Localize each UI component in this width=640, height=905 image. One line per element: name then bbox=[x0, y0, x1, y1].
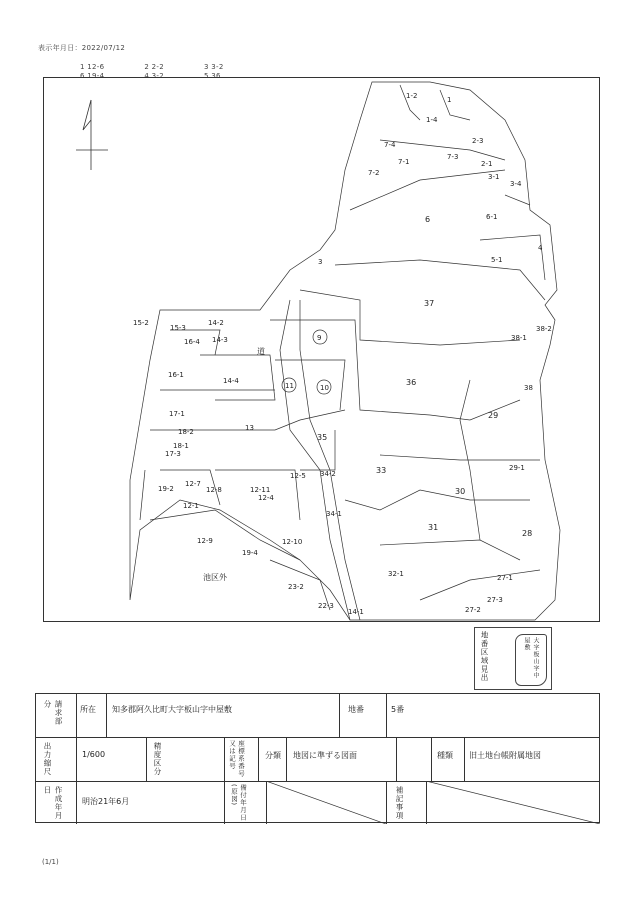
parcel-label: 12-10 bbox=[282, 538, 303, 546]
index-map-inset bbox=[474, 627, 552, 690]
inset-area bbox=[515, 634, 547, 686]
parcel-labels bbox=[133, 92, 552, 616]
precision-label: 精度区分 bbox=[153, 742, 162, 776]
parcel-label: 17-3 bbox=[165, 450, 181, 458]
parcel-label: 28 bbox=[522, 529, 533, 538]
lot-label: 地番 bbox=[348, 705, 364, 714]
sub-label: 備付年月日(原図) bbox=[230, 784, 247, 822]
parcel-label: 15-2 bbox=[133, 319, 149, 327]
parcel-label: 7-2 bbox=[368, 169, 380, 177]
page-indicator: (1/1) bbox=[42, 858, 59, 866]
parcel-label: 27-2 bbox=[465, 606, 481, 614]
parcel-label: 1 bbox=[447, 96, 452, 104]
type-value: 旧土地台帳附属地図 bbox=[469, 751, 541, 760]
parcel-label: 4 bbox=[538, 244, 543, 252]
parcel-label: 30 bbox=[455, 487, 466, 496]
parcel-label: 16-1 bbox=[168, 371, 184, 379]
made-label: 作成年月日 bbox=[43, 786, 63, 820]
parcel-label: 3-4 bbox=[510, 180, 522, 188]
scale-value: 1/600 bbox=[82, 750, 106, 759]
blank-diagonal bbox=[266, 781, 386, 824]
parcel-label: 5-1 bbox=[491, 256, 503, 264]
north-arrow-icon bbox=[76, 100, 108, 170]
parcel-label: 12-1 bbox=[183, 502, 199, 510]
parcel-label: 6-1 bbox=[486, 213, 498, 221]
parcel-label: 19-2 bbox=[158, 485, 174, 493]
parcel-label: 9 bbox=[317, 334, 322, 342]
type-label: 種類 bbox=[437, 751, 453, 760]
outside-area-label: 池区外 bbox=[203, 573, 227, 582]
parcel-label: 37 bbox=[424, 299, 435, 308]
parcel-label: 34-1 bbox=[326, 510, 342, 518]
legend-item: 6 19-4 bbox=[80, 72, 105, 80]
print-date: 表示年月日：2022/07/12 bbox=[38, 44, 126, 52]
parcel-label: 12-7 bbox=[185, 480, 201, 488]
scale-label: 出力縮尺 bbox=[43, 742, 52, 776]
parcel-label: 12-11 bbox=[250, 486, 271, 494]
parcel-label: 29-1 bbox=[509, 464, 525, 472]
inset-sublabel: 大字板山字中屋敷 bbox=[523, 637, 539, 679]
legend-item: 1 12-6 bbox=[80, 63, 105, 71]
parcel-label: 12-5 bbox=[290, 472, 306, 480]
parcel-label: 38 bbox=[524, 384, 533, 392]
class-label: 分類 bbox=[265, 751, 281, 760]
parcel-label: 14-4 bbox=[223, 377, 239, 385]
parcel-label: 18-2 bbox=[178, 428, 194, 436]
parcel-label: 27-3 bbox=[487, 596, 503, 604]
parcel-label: 17-1 bbox=[169, 410, 185, 418]
coord-label: 座標系番号又は記号 bbox=[228, 740, 245, 778]
parcel-label: 16-4 bbox=[184, 338, 200, 346]
parcel-label: 18-1 bbox=[173, 442, 189, 450]
parcel-label: 38-2 bbox=[536, 325, 552, 333]
parcel-label: 14-3 bbox=[212, 336, 228, 344]
parcel-label: 7-4 bbox=[384, 141, 396, 149]
parcel-label: 12-8 bbox=[206, 486, 222, 494]
parcel-label: 1-2 bbox=[406, 92, 418, 100]
parcel-label: 34-2 bbox=[320, 470, 336, 478]
lot-value: 5番 bbox=[391, 705, 405, 714]
parcel-label: 13 bbox=[245, 424, 254, 432]
legend-item: 3 3-2 bbox=[204, 63, 224, 71]
parcel-label: 12-4 bbox=[258, 494, 274, 502]
parcel-label: 29 bbox=[488, 411, 499, 420]
parcel-label: 38-1 bbox=[511, 334, 527, 342]
legend-item: 2 2-2 bbox=[144, 63, 164, 71]
parcel-label: 36 bbox=[406, 378, 417, 387]
parcel-label: 31 bbox=[428, 523, 439, 532]
class-value: 地図に準ずる図面 bbox=[293, 751, 357, 760]
parcel-label: 2-1 bbox=[481, 160, 493, 168]
road-label: 道 bbox=[257, 347, 265, 356]
parcel-label: 3-1 bbox=[488, 173, 500, 181]
note-label: 補記事項 bbox=[395, 786, 404, 820]
parcel-label: 6 bbox=[425, 215, 431, 224]
info-table bbox=[35, 693, 600, 823]
legend-item: 5 36 bbox=[204, 72, 221, 80]
parcel-label: 7-1 bbox=[398, 158, 410, 166]
parcel-label: 19-4 bbox=[242, 549, 258, 557]
parcel-label: 1-4 bbox=[426, 116, 438, 124]
parcel-label: 14-1 bbox=[348, 608, 364, 616]
parcel-label: 12-9 bbox=[197, 537, 213, 545]
parcel-label: 32-1 bbox=[388, 570, 404, 578]
parcel-label: 33 bbox=[376, 466, 387, 475]
parcel-label: 10 bbox=[320, 384, 329, 392]
parcel-label: 7-3 bbox=[447, 153, 459, 161]
parcel-label: 23-2 bbox=[288, 583, 304, 591]
location-value: 知多郡阿久比町大字板山字中屋敷 bbox=[112, 705, 232, 714]
inset-label: 地番区域見出 bbox=[480, 631, 489, 682]
parcel-label: 14-2 bbox=[208, 319, 224, 327]
parcel-label: 22-3 bbox=[318, 602, 334, 610]
parcel-label: 11 bbox=[285, 382, 294, 390]
request-label: 請求部分 bbox=[43, 700, 63, 726]
parcel-lines bbox=[130, 82, 560, 620]
legend-item: 4 3-2 bbox=[144, 72, 164, 80]
parcel-label: 35 bbox=[317, 433, 328, 442]
blank-diagonal bbox=[426, 781, 600, 824]
location-label: 所在 bbox=[80, 705, 96, 714]
parcel-label: 2-3 bbox=[472, 137, 484, 145]
parcel-label: 15-3 bbox=[170, 324, 186, 332]
made-value: 明治21年6月 bbox=[82, 797, 130, 806]
parcel-label: 27-1 bbox=[497, 574, 513, 582]
parcel-label: 3 bbox=[318, 258, 323, 266]
